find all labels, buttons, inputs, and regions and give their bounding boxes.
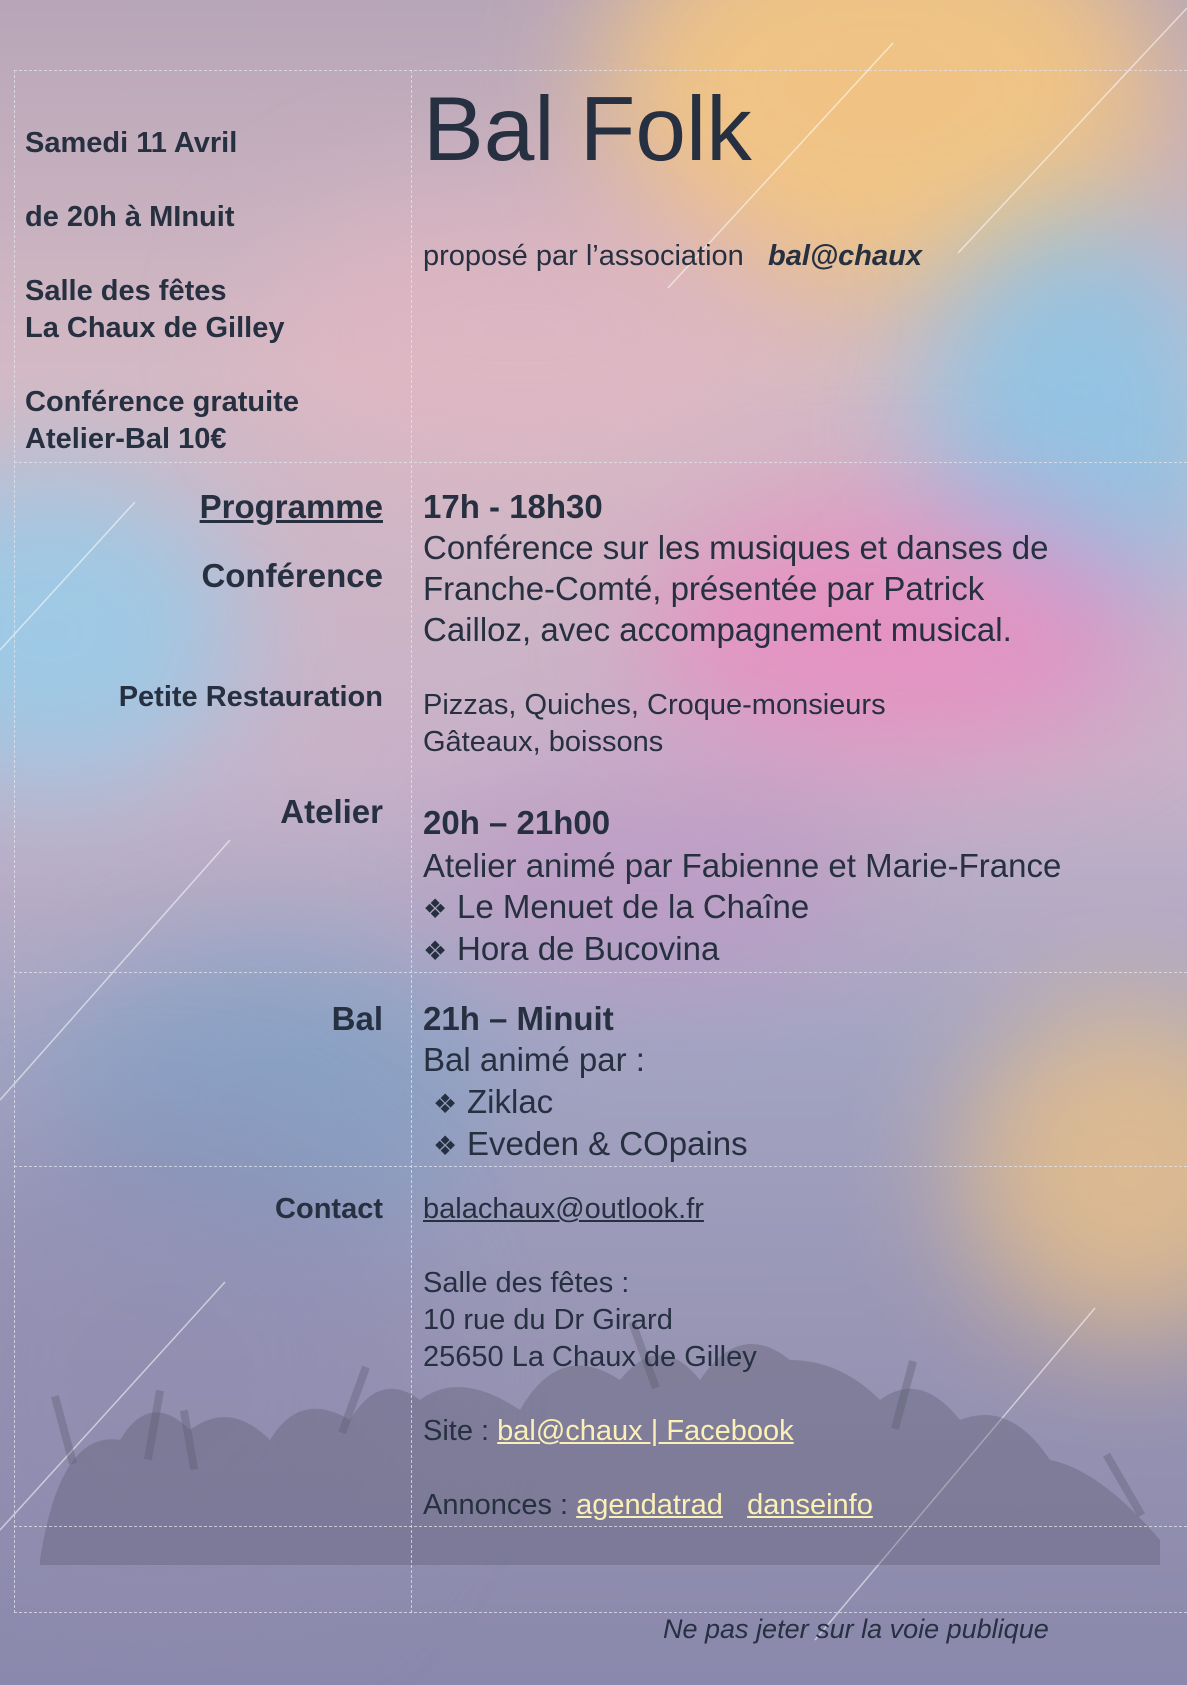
site-prefix: Site : [423, 1415, 498, 1447]
bal-item: ❖ Eveden & COpains [433, 1123, 748, 1167]
event-date: Samedi 11 Avril [25, 127, 238, 159]
bal-label: Bal [331, 1000, 383, 1037]
bal-item: ❖ Ziklac [433, 1081, 553, 1125]
poster-title: Bal Folk [423, 79, 752, 180]
address-line3: 25650 La Chaux de Gilley [423, 1341, 757, 1373]
diamond-bullet-icon: ❖ [433, 1131, 458, 1161]
subtitle [423, 238, 922, 275]
conference-time: 17h - 18h30 [423, 488, 603, 525]
price-line1: Conférence gratuite [25, 386, 299, 418]
organizer-name: bal@chaux [767, 240, 922, 272]
diamond-bullet-icon: ❖ [423, 936, 448, 966]
bal-desc: Bal animé par : [423, 1041, 645, 1078]
address-line2: 10 rue du Dr Girard [423, 1304, 673, 1336]
diamond-bullet-icon: ❖ [423, 894, 448, 924]
venue-line2: La Chaux de Gilley [25, 312, 285, 344]
subtitle-prefix: proposé par l’association [423, 240, 744, 272]
facebook-link[interactable]: bal@chaux | Facebook [497, 1415, 794, 1447]
atelier-item: ❖ Hora de Bucovina [423, 928, 719, 972]
restauration-line1: Pizzas, Quiches, Croque-monsieurs [423, 689, 886, 721]
atelier-item: ❖ Le Menuet de la Chaîne [423, 886, 809, 930]
atelier-desc: Atelier animé par Fabienne et Marie-France [423, 847, 1062, 884]
diamond-bullet-icon: ❖ [433, 1089, 458, 1119]
restauration-label: Petite Restauration [118, 681, 383, 713]
conference-desc-line3: Cailloz, avec accompagnement musical. [423, 611, 1012, 648]
atelier-label: Atelier [280, 793, 383, 830]
restauration-line2: Gâteaux, boissons [423, 726, 664, 758]
conference-label: Conférence [201, 557, 383, 594]
annonces-prefix: Annonces : [423, 1489, 577, 1521]
event-time: de 20h à MInuit [25, 201, 235, 233]
conference-desc-line2: Franche-Comté, présentée par Patrick [423, 570, 985, 607]
atelier-time: 20h – 21h00 [423, 804, 611, 841]
address-line1: Salle des fêtes : [423, 1267, 630, 1299]
footer-note: Ne pas jeter sur la voie publique [663, 1614, 1049, 1644]
annonces-line [423, 1487, 873, 1524]
danseinfo-link[interactable]: danseinfo [747, 1489, 873, 1521]
bal-time: 21h – Minuit [423, 1000, 614, 1037]
site-line [423, 1413, 794, 1450]
price-line2: Atelier-Bal 10€ [25, 423, 227, 455]
venue-line1: Salle des fêtes [25, 275, 227, 307]
contact-email-link[interactable]: balachaux@outlook.fr [423, 1193, 704, 1225]
programme-label: Programme [199, 488, 383, 525]
contact-label: Contact [275, 1193, 383, 1225]
agendatrad-link[interactable]: agendatrad [576, 1489, 723, 1521]
conference-desc-line1: Conférence sur les musiques et danses de [423, 529, 1049, 566]
